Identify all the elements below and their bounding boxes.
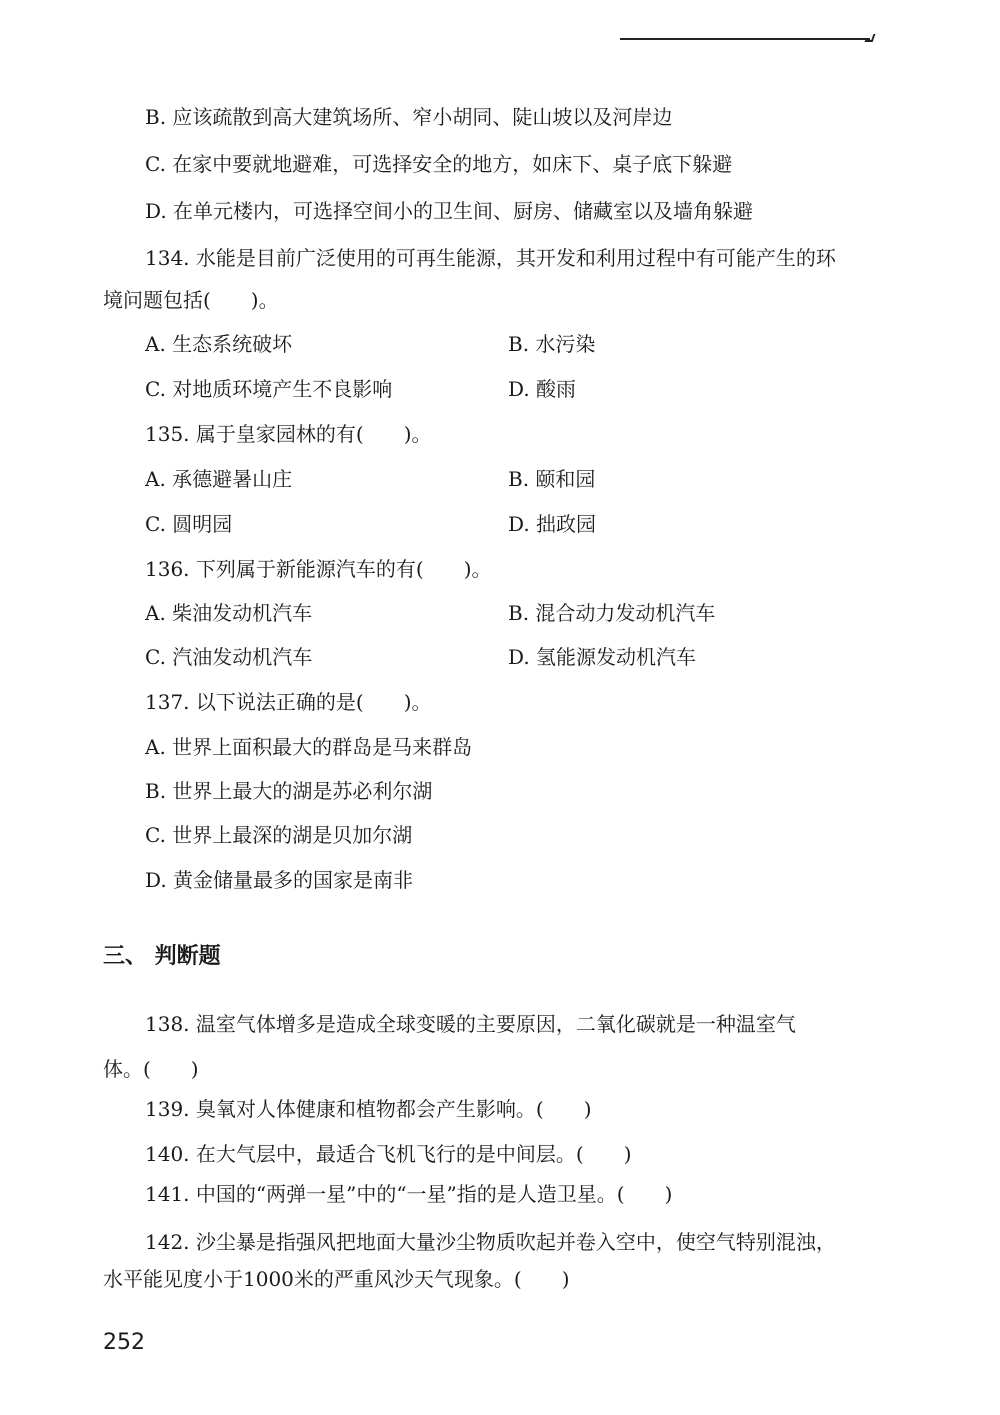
page-number: 252 <box>103 1330 145 1355</box>
q135-stem: 135. 属于皇家园林的有( )。 <box>145 422 432 446</box>
q136-stem: 136. 下列属于新能源汽车的有( )。 <box>145 557 492 581</box>
q134-stem-line1: 134. 水能是目前广泛使用的可再生能源，其开发和利用过程中有可能产生的环 <box>145 246 836 270</box>
q137-option-a: A. 世界上面积最大的群岛是马来群岛 <box>145 735 473 759</box>
header-rule-tail <box>865 34 876 42</box>
q139: 139. 臭氧对人体健康和植物都会产生影响。( ) <box>145 1097 592 1121</box>
q137-stem: 137. 以下说法正确的是( )。 <box>145 690 432 714</box>
q140: 140. 在大气层中，最适合飞机飞行的是中间层。( ) <box>145 1142 632 1166</box>
q137-option-d: D. 黄金储量最多的国家是南非 <box>145 868 414 892</box>
q136-option-d: D. 氢能源发动机汽车 <box>508 645 697 669</box>
q137-option-b: B. 世界上最大的湖是苏必利尔湖 <box>145 779 433 803</box>
q141: 141. 中国的“两弹一星”中的“一星”指的是人造卫星。( ) <box>145 1182 673 1206</box>
q135-option-a: A. 承德避暑山庄 <box>145 467 293 491</box>
q133-option-c: C. 在家中要就地避难，可选择安全的地方，如床下、桌子底下躲避 <box>145 152 733 176</box>
q134-option-a: A. 生态系统破坏 <box>145 332 293 356</box>
q135-option-d: D. 拙政园 <box>508 512 597 536</box>
header-rule <box>620 38 870 40</box>
q136-option-a: A. 柴油发动机汽车 <box>145 601 313 625</box>
q134-stem-line2: 境问题包括( )。 <box>103 288 279 312</box>
q133-option-b: B. 应该疏散到高大建筑场所、窄小胡同、陡山坡以及河岸边 <box>145 105 673 129</box>
q134-option-c: C. 对地质环境产生不良影响 <box>145 377 393 401</box>
q142-line2: 水平能见度小于1000米的严重风沙天气现象。( ) <box>103 1267 570 1291</box>
q135-option-c: C. 圆明园 <box>145 512 233 536</box>
section-heading: 三、 判断题 <box>103 944 221 969</box>
q134-option-b: B. 水污染 <box>508 332 596 356</box>
q136-option-b: B. 混合动力发动机汽车 <box>508 601 716 625</box>
q138-line1: 138. 温室气体增多是造成全球变暖的主要原因，二氧化碳就是一种温室气 <box>145 1012 796 1036</box>
q138-line2: 体。( ) <box>103 1057 199 1081</box>
q142-line1: 142. 沙尘暴是指强风把地面大量沙尘物质吹起并卷入空中，使空气特别混浊， <box>145 1230 836 1254</box>
q137-option-c: C. 世界上最深的湖是贝加尔湖 <box>145 823 413 847</box>
q134-option-d: D. 酸雨 <box>508 377 577 401</box>
q133-option-d: D. 在单元楼内，可选择空间小的卫生间、厨房、储藏室以及墙角躲避 <box>145 199 754 223</box>
q135-option-b: B. 颐和园 <box>508 467 596 491</box>
q136-option-c: C. 汽油发动机汽车 <box>145 645 313 669</box>
